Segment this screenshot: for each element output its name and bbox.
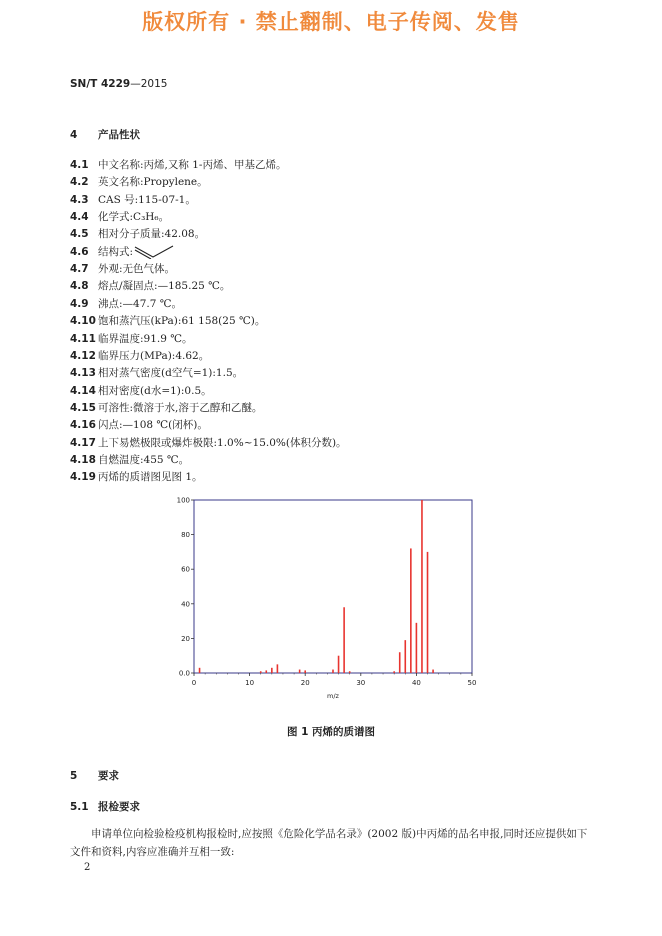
- item-number: 4.4: [70, 211, 89, 224]
- mass-spectrum-chart: [170, 494, 480, 704]
- item-text: 熔点/凝固点:—185.25 ℃。: [98, 280, 231, 293]
- item-number: 4.18: [70, 453, 96, 466]
- y-tick-label: 60: [181, 565, 190, 574]
- section-number: 5: [70, 770, 78, 782]
- property-item: [70, 469, 203, 484]
- item-text: 临界压力(MPa):4.62。: [98, 349, 210, 362]
- item-text: 结构式:: [98, 245, 134, 258]
- x-tick-label: 30: [356, 679, 366, 687]
- property-item: [70, 365, 243, 380]
- property-item: [70, 452, 189, 467]
- item-number: 4.19: [70, 471, 96, 484]
- section-title: 要求: [98, 770, 119, 782]
- property-item: [70, 417, 208, 432]
- property-item: [70, 296, 182, 311]
- standard-number: [70, 78, 167, 90]
- item-text: 饱和蒸汽压(kPa):61 158(25 ℃)。: [98, 315, 266, 328]
- property-item: [70, 435, 347, 450]
- y-tick-label: 80: [181, 531, 190, 540]
- y-tick-label: 0.0: [178, 669, 190, 678]
- property-item: [70, 157, 286, 172]
- item-text: 相对密度(d水=1):0.5。: [98, 384, 212, 397]
- item-number: 4.8: [70, 280, 89, 293]
- standard-code: SN/T 4229: [70, 78, 131, 90]
- item-number: 4.15: [70, 401, 96, 414]
- item-text: 沸点:—47.7 ℃。: [98, 297, 182, 310]
- section-5-heading: [70, 768, 119, 783]
- item-text: 相对分子质量:42.08。: [98, 228, 206, 241]
- item-number: 4.16: [70, 419, 96, 432]
- item-number: 4.12: [70, 349, 96, 362]
- item-number: 4.2: [70, 176, 89, 189]
- y-tick-label: 40: [181, 600, 190, 609]
- item-text: 外观:无色气体。: [98, 263, 176, 276]
- item-number: 4.1: [70, 159, 89, 171]
- standard-year: —2015: [130, 78, 168, 90]
- body-paragraph: 申请单位向检验检疫机构报检时,应按照《危险化学品名录》(2002 版)中丙烯的品名申报,同时还应提供如下文件和资料,内容应准确并互相一致:: [70, 828, 588, 858]
- section-number: 5.1: [70, 801, 89, 813]
- x-tick-label: 0: [191, 679, 197, 687]
- x-axis-label: m/z: [327, 692, 339, 700]
- property-item: [70, 278, 230, 293]
- x-tick-label: 10: [245, 679, 255, 687]
- y-tick-label: 20: [181, 634, 190, 643]
- property-item: [70, 331, 193, 346]
- item-number: 4.9: [70, 297, 89, 310]
- item-text: 上下易燃极限或爆炸极限:1.0%~15.0%(体积分数)。: [98, 436, 347, 449]
- property-item: [70, 244, 177, 259]
- item-number: 4.11: [70, 332, 96, 345]
- property-item: [70, 313, 265, 328]
- property-item: [70, 226, 205, 241]
- x-tick-label: 40: [411, 679, 421, 687]
- plot-frame: [194, 500, 472, 673]
- item-number: 4.5: [70, 228, 89, 241]
- item-number: 4.10: [70, 315, 96, 328]
- y-tick-label: 100: [176, 496, 190, 505]
- section-4-heading: [70, 127, 140, 142]
- item-text: 相对蒸气密度(d空气=1):1.5。: [98, 367, 244, 380]
- property-item: [70, 209, 169, 224]
- item-text: 丙烯的质谱图见图 1。: [98, 471, 203, 484]
- property-item: [70, 174, 208, 189]
- item-text: 中文名称:丙烯,又称 1-丙烯、甲基乙烯。: [98, 159, 287, 171]
- item-number: 4.3: [70, 193, 89, 206]
- section-title: 报检要求: [98, 801, 140, 813]
- page-number: 2: [84, 862, 91, 873]
- watermark-banner: 版权所有 · 禁止翻制、电子传阅、发售: [142, 10, 520, 34]
- property-item: [70, 261, 175, 276]
- item-text: 英文名称:Propylene。: [98, 176, 208, 189]
- section-5-1-heading: [70, 799, 140, 814]
- item-number: 4.13: [70, 367, 96, 380]
- item-number: 4.7: [70, 263, 89, 276]
- item-text: 自燃温度:455 ℃。: [98, 453, 190, 466]
- property-item: [70, 348, 209, 363]
- item-text: 临界温度:91.9 ℃。: [98, 332, 193, 345]
- item-number: 4.14: [70, 384, 96, 397]
- structure-formula-icon: [133, 245, 177, 259]
- item-text: 化学式:C₃H₆。: [98, 211, 170, 224]
- item-text: 可溶性:微溶于水,溶于乙醇和乙醚。: [98, 401, 263, 414]
- item-text: 闪点:—108 ℃(闭杯)。: [98, 419, 208, 432]
- x-tick-label: 50: [467, 679, 477, 687]
- property-item: [70, 383, 212, 398]
- item-number: 4.17: [70, 436, 96, 449]
- section-number: 4: [70, 129, 78, 141]
- x-tick-label: 20: [300, 679, 310, 687]
- item-text: CAS 号:115-07-1。: [98, 193, 196, 206]
- section-title: 产品性状: [98, 129, 140, 141]
- item-number: 4.6: [70, 245, 89, 258]
- property-item: [70, 192, 196, 207]
- figure-caption: 图 1 丙烯的质谱图: [286, 726, 376, 738]
- property-item: [70, 400, 262, 415]
